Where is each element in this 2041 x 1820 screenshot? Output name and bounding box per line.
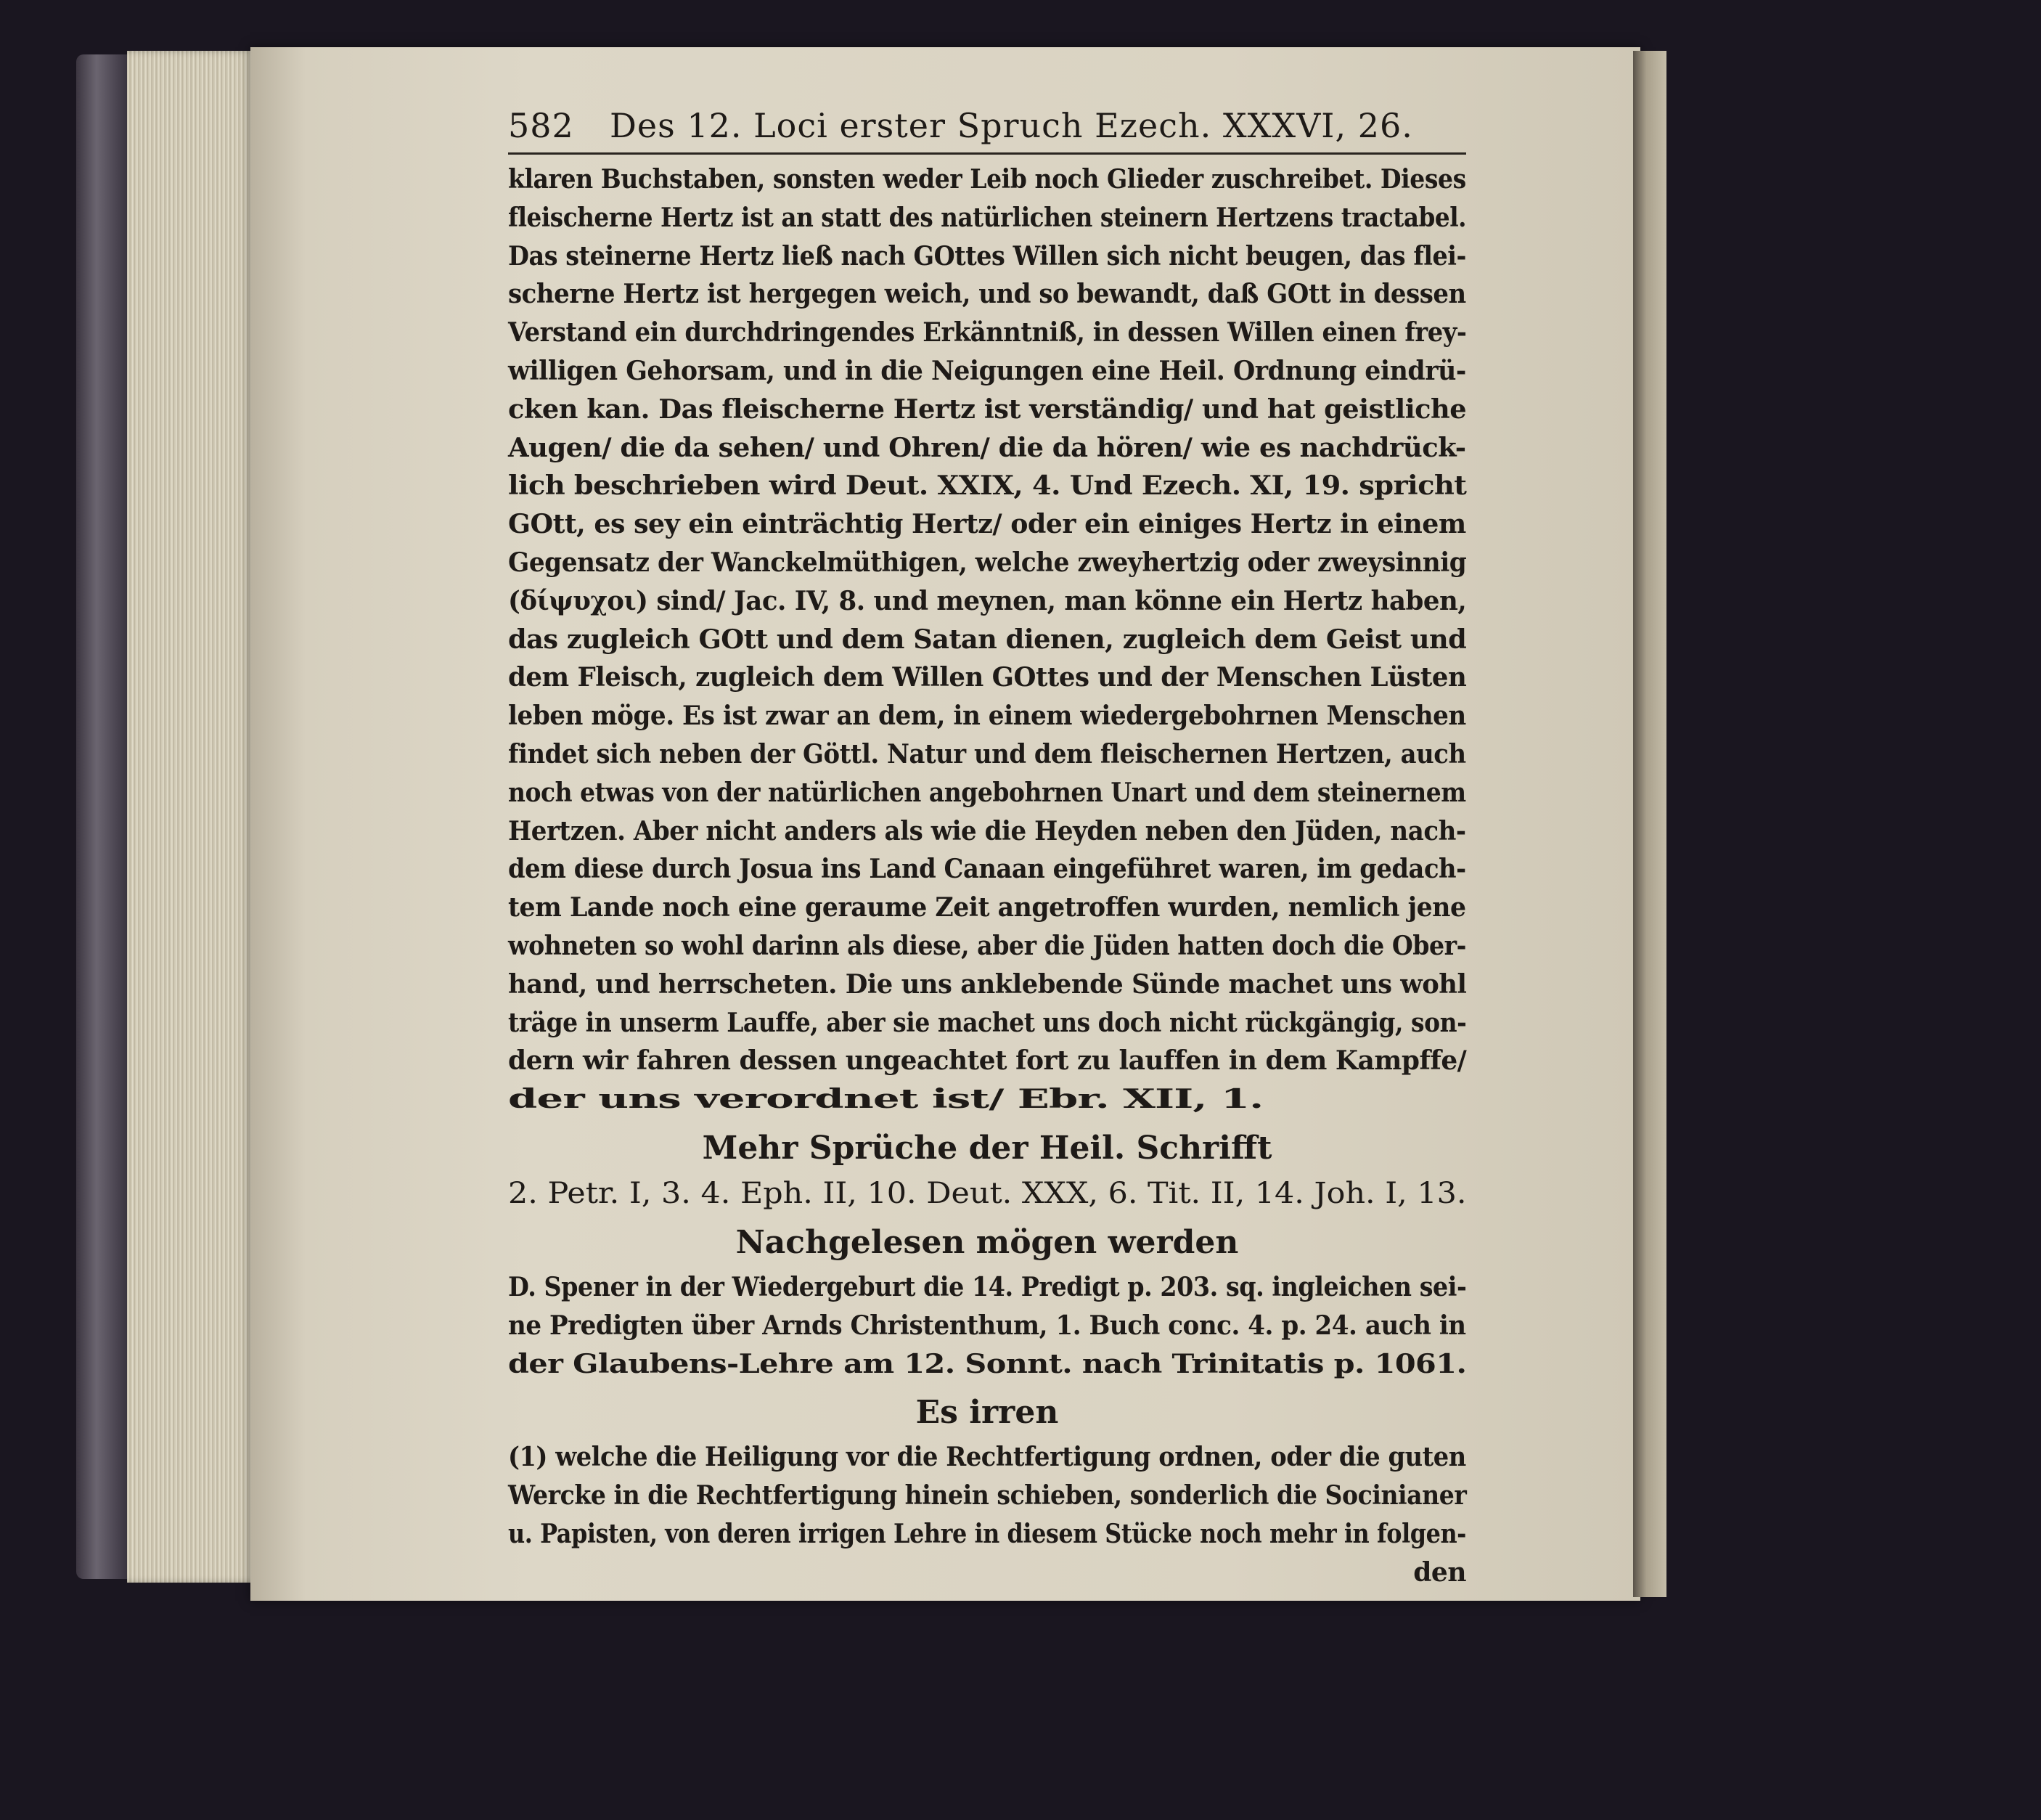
errors-list [508, 1438, 1466, 1591]
page-number: 582 [508, 106, 574, 145]
text-line: noch etwas von der natürlichen angebohrnen Unart und dem steinernem [508, 777, 1466, 808]
text-line: das zugleich GOtt und dem Satan dienen, zugleich dem Geist und [508, 624, 1467, 655]
text-line: der Glaubens-Lehre am 12. Sonnt. nach Trinitatis p. 1061. [508, 1348, 1467, 1379]
text-line: cken kan. Das fleischerne Hertz ist verständig/ und hat geistliche [508, 393, 1467, 425]
catchword: den [1413, 1556, 1466, 1588]
text-line: dem diese durch Josua ins Land Canaan eingeführet waren, im gedach- [508, 854, 1466, 885]
text-line: GOtt, es sey ein einträchtig Hertz/ oder ein einiges Hertz in einem [508, 509, 1466, 540]
scripture-references: 2. Petr. I, 3. 4. Eph. II, 10. Deut. XXX, 6. Tit. II, 14. Joh. I, 13. [508, 1176, 1467, 1210]
text-line: lich beschrieben wird Deut. XXIX, 4. Und Ezech. XI, 19. spricht [508, 470, 1467, 502]
page-content [508, 102, 1466, 1592]
text-line: u. Papisten, von deren irrigen Lehre in diesem Stücke noch mehr in folgen- [508, 1518, 1466, 1549]
text-line: träge in unserm Lauffe, aber sie machet uns doch nicht rückgängig, son- [508, 1007, 1467, 1038]
book-cover [76, 54, 134, 1579]
running-title: Des 12. Loci erster Spruch Ezech. XXXVI, 26. [610, 106, 1413, 145]
section-heading: Es irren [915, 1394, 1059, 1432]
text-line: willigen Gehorsam, und in die Neigungen eine Heil. Ordnung eindrü- [508, 355, 1466, 386]
text-line: dem Fleisch, zugleich dem Willen GOttes und der Menschen Lüsten [508, 662, 1467, 693]
text-line: (1) welche die Heiligung vor die Rechtfertigung ordnen, oder die guten [508, 1442, 1466, 1473]
text-line: hand, und herrscheten. Die uns anklebende Sünde machet uns wohl [508, 968, 1467, 1000]
text-line: fleischerne Hertz ist an statt des natürlichen steinern Hertzens tractabel. [508, 202, 1467, 233]
text-line: (δίψυχοι) sind/ Jac. IV, 8. und meynen, man könne ein Hertz haben, [508, 585, 1467, 616]
further-reading [508, 1268, 1466, 1383]
text-line: Hertzen. Aber nicht anders als wie die Heyden neben den Jüden, nach- [508, 815, 1466, 846]
text-line: Wercke in die Rechtfertigung hinein schieben, sonderlich die Socinianer [508, 1480, 1467, 1511]
section-heading: Mehr Sprüche der Heil. Schrifft [702, 1129, 1272, 1167]
section-heading: Nachgelesen mögen werden [735, 1223, 1239, 1261]
text-line: tem Lande noch eine geraume Zeit angetroffen wurden, nemlich jene [508, 892, 1466, 923]
text-line: dern wir fahren dessen ungeachtet fort zu lauffen in dem Kampffe/ [508, 1045, 1467, 1077]
text-line: der uns verordnet ist/ Ebr. XII, 1. [508, 1084, 1264, 1115]
main-paragraph [508, 160, 1466, 1119]
text-line: ne Predigten über Arnds Christenthum, 1. Buch conc. 4. p. 24. auch in [508, 1310, 1466, 1341]
running-head [508, 102, 1466, 155]
text-line: leben möge. Es ist zwar an dem, in einem wiedergebohrnen Menschen [508, 701, 1466, 732]
text-line: Verstand ein durchdringendes Erkänntniß, in dessen Willen einen frey- [508, 317, 1467, 348]
text-line: Augen/ die da sehen/ und Ohren/ die da hören/ wie es nachdrück- [508, 432, 1466, 463]
text-line: Gegensatz der Wanckelmüthigen, welche zweyhertzig oder zweysinnig [508, 547, 1467, 578]
text-line: findet sich neben der Göttl. Natur und dem fleischernen Hertzen, auch [508, 738, 1466, 770]
text-line: klaren Buchstaben, sonsten weder Leib noch Glieder zuschreibet. Dieses [508, 164, 1466, 195]
text-line: D. Spener in der Wiedergeburt die 14. Predigt p. 203. sq. ingleichen sei- [508, 1271, 1467, 1302]
facing-page-edge [1633, 51, 1666, 1597]
text-line: scherne Hertz ist hergegen weich, und so bewandt, daß GOtt in dessen [508, 279, 1466, 310]
text-line: Das steinerne Hertz ließ nach GOttes Willen sich nicht beugen, das flei- [508, 240, 1466, 272]
text-line: wohneten so wohl darinn als diese, aber die Jüden hatten doch die Ober- [508, 930, 1466, 961]
